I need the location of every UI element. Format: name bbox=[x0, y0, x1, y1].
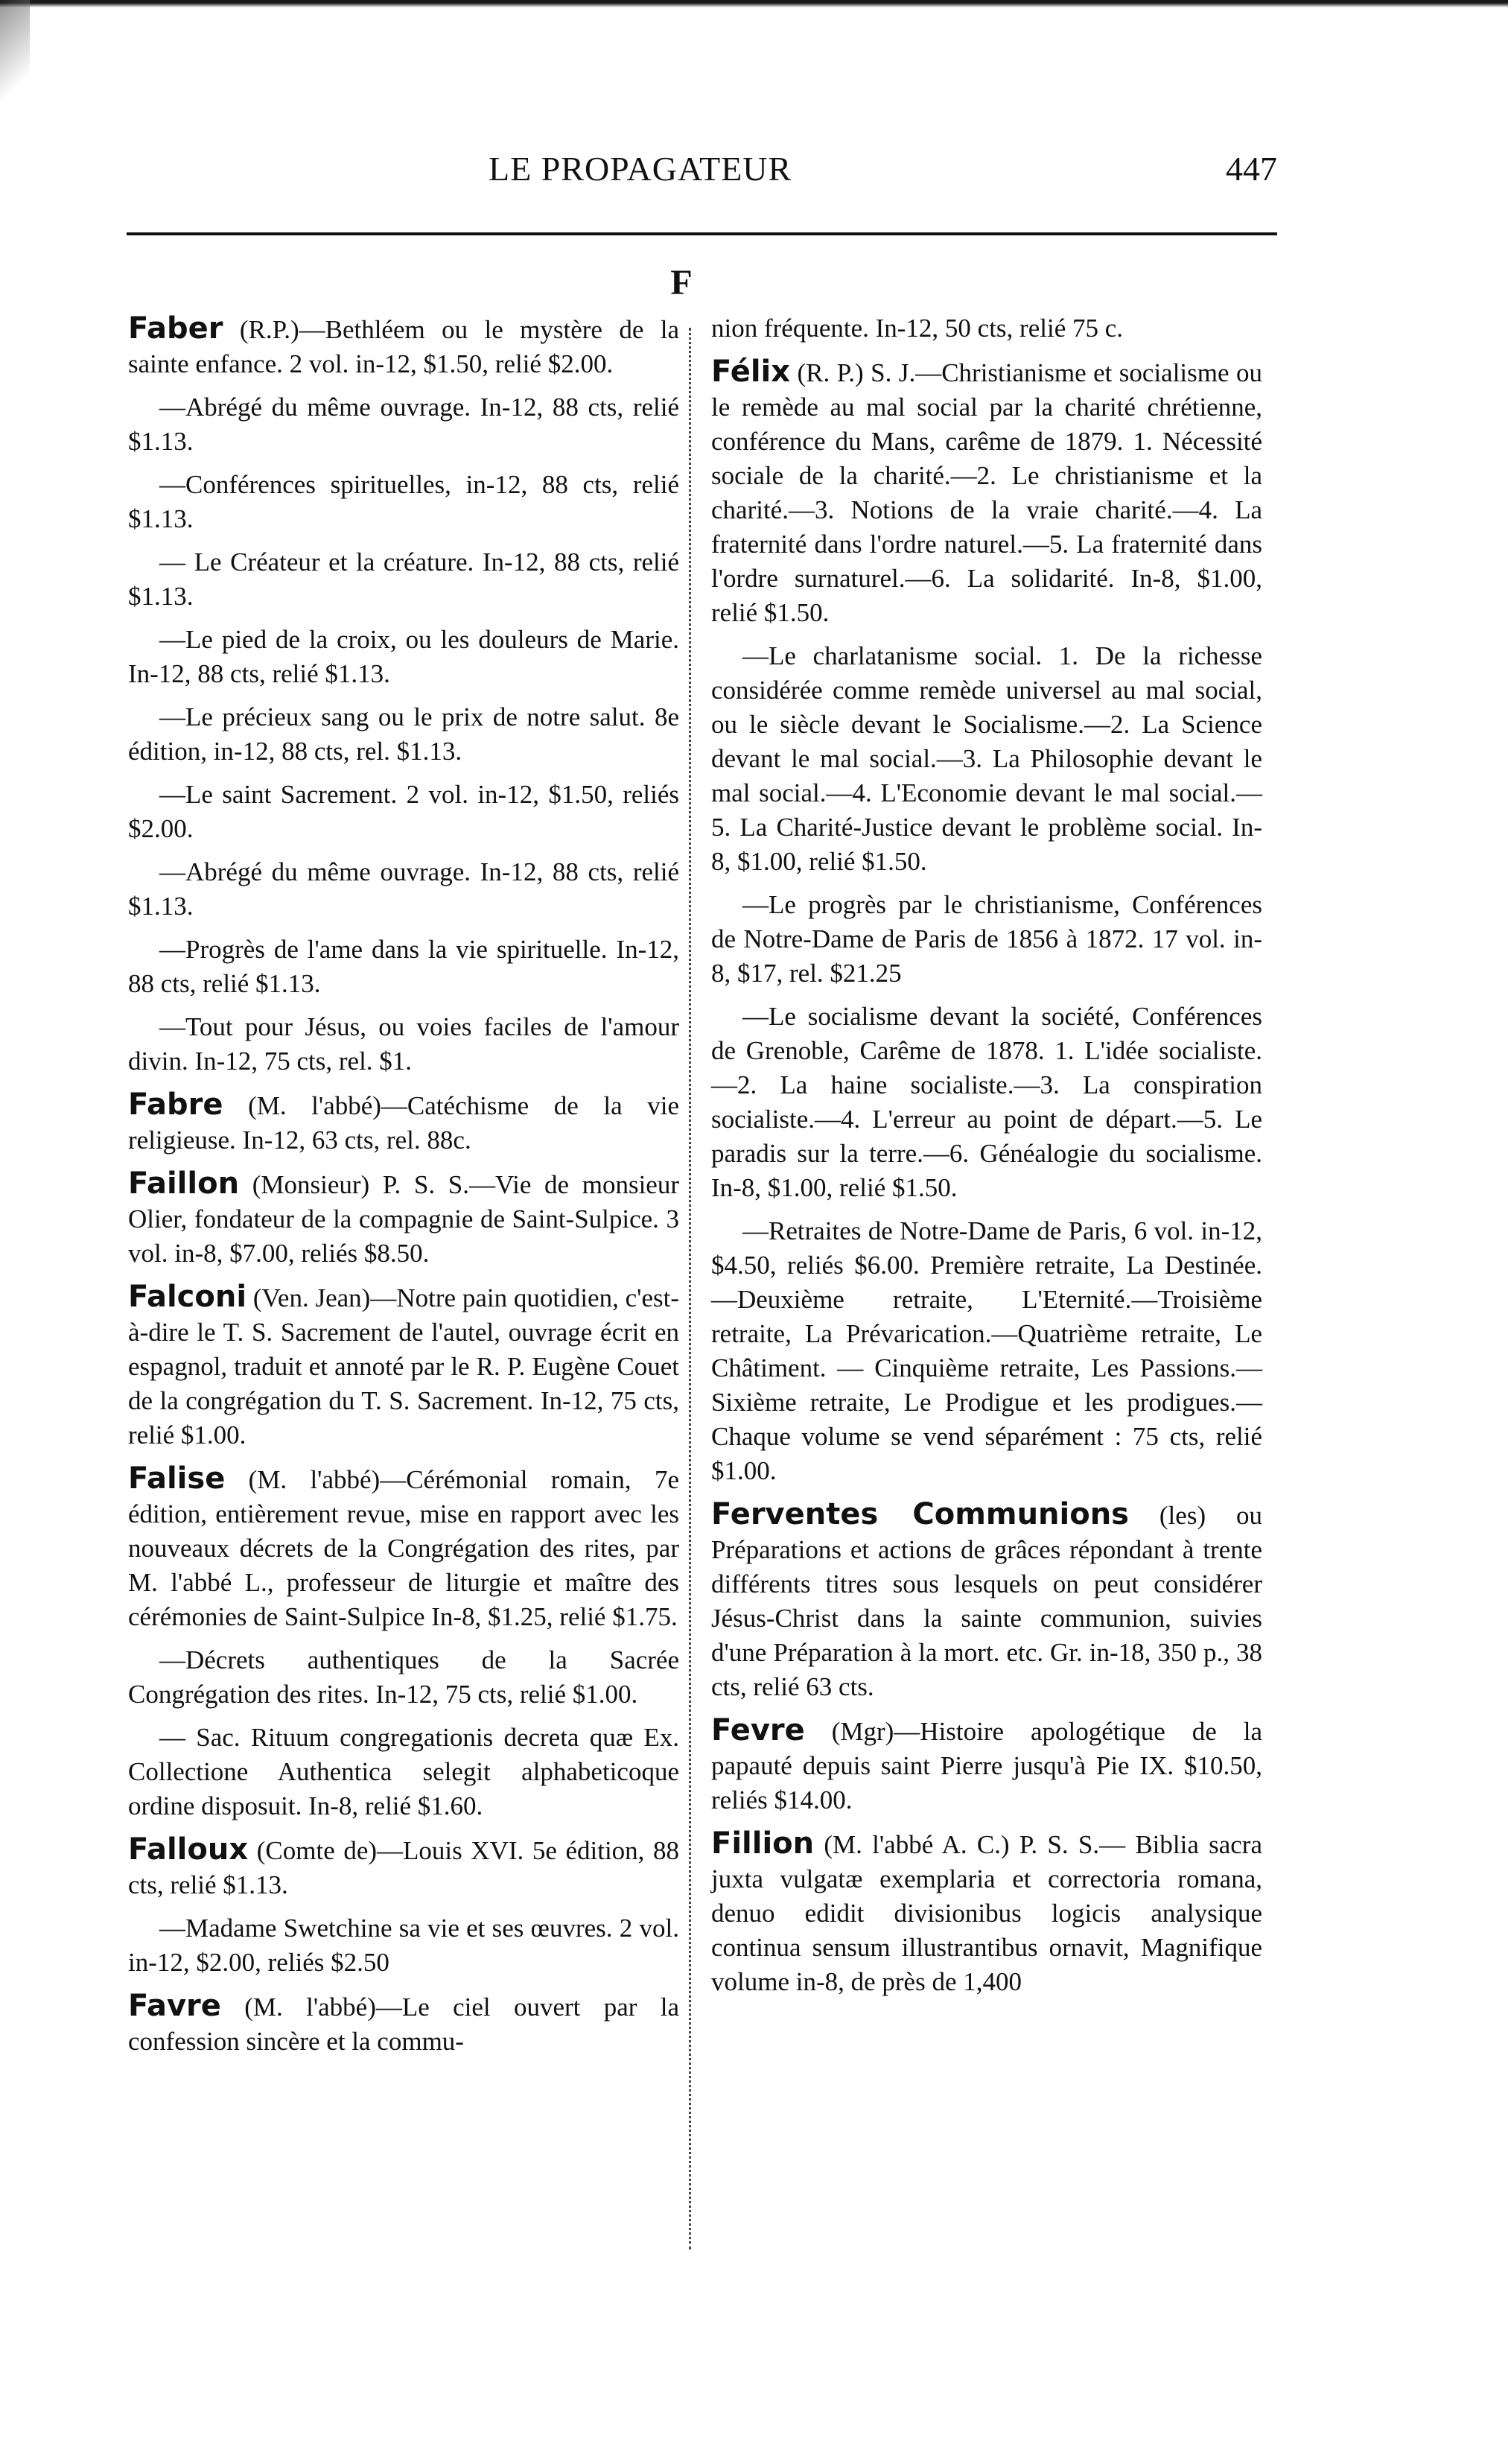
entry-text: —Abrégé du même ouvrage. In-12, 88 cts, relié $1.13. bbox=[128, 857, 679, 921]
page-header bbox=[127, 149, 1277, 201]
list-item bbox=[128, 1832, 679, 1902]
right-column bbox=[711, 311, 1262, 2008]
list-item bbox=[128, 700, 679, 769]
entry-text: — Sac. Rituum congregationis decreta quæ Ex. Collectione Authentica selegit alphabeticoque ordine disposuit. In-8, relié $1.60. bbox=[128, 1723, 679, 1820]
list-item bbox=[711, 355, 1262, 630]
list-item bbox=[711, 888, 1262, 991]
list-item bbox=[128, 1461, 679, 1634]
list-item bbox=[128, 855, 679, 924]
entry-text: nion fréquente. In-12, 50 cts, relié 75 c. bbox=[711, 314, 1124, 343]
entry-text: —Le saint Sacrement. 2 vol. in-12, $1.50, reliés $2.00. bbox=[128, 780, 679, 843]
entry-text: —Le pied de la croix, ou les douleurs de Marie. In-12, 88 cts, relié $1.13. bbox=[128, 625, 679, 688]
entry-text: (M. l'abbé)—Le ciel ouvert par la confession sincère et la commu- bbox=[128, 1993, 680, 2056]
list-item bbox=[711, 1497, 1262, 1704]
list-item bbox=[711, 311, 1262, 346]
entry-heading: Fevre bbox=[711, 1713, 805, 1747]
entry-heading: Ferventes Communions bbox=[711, 1497, 1129, 1531]
header-rule bbox=[127, 232, 1277, 235]
entry-heading: Fabre bbox=[128, 1087, 223, 1122]
list-item bbox=[128, 1643, 679, 1712]
entry-heading: Falise bbox=[128, 1461, 226, 1496]
list-item bbox=[711, 1000, 1262, 1205]
list-item bbox=[128, 390, 679, 459]
list-item bbox=[711, 1214, 1262, 1488]
entry-heading: Faillon bbox=[128, 1166, 240, 1201]
entry-text: —Madame Swetchine sa vie et ses œuvres. 2 vol. in-12, $2.00, reliés $2.50 bbox=[128, 1914, 679, 1977]
entry-text: —Le progrès par le christianisme, Conférences de Notre-Dame de Paris de 1856 à 1872. 17 vol. in-8, $17, rel. $21.25 bbox=[711, 890, 1262, 988]
list-item bbox=[711, 1713, 1262, 1817]
entry-text: —Le socialisme devant la société, Conférences de Grenoble, Carême de 1878. 1. L'idée socialiste.—2. La haine socialiste.—3. La conspiration socialiste.—4. L'erreur au point de départ.—5. Le paradis sur la terre.—6. Généalogie du socialisme. In-8, $1.00, relié $1.50. bbox=[711, 1002, 1262, 1202]
list-item bbox=[128, 1166, 679, 1271]
page-number: 447 bbox=[1226, 150, 1277, 188]
entry-text: —Le charlatanisme social. 1. De la richesse considérée comme remède universel au mal social, ou le siècle devant le Socialisme.—2. La Science devant le mal social.—3. La Philosophie devant le mal social.—4. L'Economie devant le mal social.—5. La Charité-Justice devant le problème social. In-8, $1.00, relié $1.50. bbox=[711, 641, 1262, 876]
section-letter: F bbox=[670, 263, 693, 302]
entry-text: (R. P.) S. J.—Christianisme et socialisme ou le remède au mal social par la charité chrétienne, conférence du Mans, carême de 1879. 1. Nécessité sociale de la charité.—2. Le christianisme et la charité.—3. Notions de la vraie charité.—4. La fraternité dans l'ordre naturel.—5. La fraternité dans l'ordre surnaturel.—6. La solidarité. In-8, $1.00, relié $1.50. bbox=[711, 358, 1262, 627]
entry-heading: Fillion bbox=[711, 1826, 815, 1861]
entry-text: — Le Créateur et la créature. In-12, 88 cts, relié $1.13. bbox=[128, 547, 679, 611]
list-item bbox=[128, 1989, 679, 2059]
entry-text: (Monsieur) P. S. S.—Vie de monsieur Olier, fondateur de la compagnie de Saint-Sulpice. 3 vol. in-8, $7.00, reliés $8.50. bbox=[128, 1170, 680, 1268]
entry-text: —Retraites de Notre-Dame de Paris, 6 vol. in-12, $4.50, reliés $6.00. Première retraite, La Destinée.—Deuxième retraite, L'Eternité.—Troisième retraite, La Prévarication.—Quatrième retraite, Le Châtiment. — Cinquième retraite, Les Passions.—Sixième retraite, Le Prodigue et les prodigues.— Chaque volume se vend séparément : 75 cts, relié $1.00. bbox=[711, 1216, 1262, 1485]
entry-text: —Abrégé du même ouvrage. In-12, 88 cts, relié $1.13. bbox=[128, 393, 679, 456]
list-item bbox=[128, 1280, 679, 1452]
list-item bbox=[128, 1721, 679, 1823]
page-corner-shadow bbox=[0, 0, 30, 119]
entry-text: —Tout pour Jésus, ou voies faciles de l'amour divin. In-12, 75 cts, rel. $1. bbox=[128, 1012, 679, 1076]
entry-heading: Favre bbox=[128, 1989, 221, 2023]
list-item bbox=[128, 778, 679, 846]
entry-text: (R.P.)—Bethléem ou le mystère de la sainte enfance. 2 vol. in-12, $1.50, relié $2.00. bbox=[128, 315, 679, 378]
entry-heading: Félix bbox=[711, 355, 791, 389]
entry-text: —Progrès de l'ame dans la vie spirituelle. In-12, 88 cts, relié $1.13. bbox=[128, 935, 679, 998]
list-item bbox=[128, 311, 679, 381]
column-divider bbox=[689, 328, 691, 2249]
entry-text: (M. l'abbé A. C.) P. S. S.— Biblia sacra juxta vulgatæ exemplaria et correctoria romana, denuo edidit divisionibus logicis analysique continua sensum illustrantibus ornavit, Magnifique volume in-8, de près de 1,400 bbox=[711, 1830, 1263, 1996]
running-head: LE PROPAGATEUR bbox=[489, 150, 792, 188]
list-item bbox=[128, 1010, 679, 1079]
list-item bbox=[128, 933, 679, 1001]
left-column bbox=[128, 311, 679, 2068]
entry-text: (Comte de)—Louis XVI. 5e édition, 88 cts, relié $1.13. bbox=[128, 1836, 679, 1899]
entry-heading: Faber bbox=[128, 311, 223, 346]
list-item bbox=[711, 639, 1262, 879]
entry-text: (Mgr)—Histoire apologétique de la papauté depuis saint Pierre jusqu'à Pie IX. $10.50, reliés $14.00. bbox=[711, 1717, 1262, 1814]
list-item bbox=[128, 1911, 679, 1980]
entry-text: (Ven. Jean)—Notre pain quotidien, c'est-à-dire le T. S. Sacrement de l'autel, ouvrage écrit en espagnol, traduit et annoté par le R. P. Eugène Couet de la congrégation du T. S. Sacrement. In-12, 75 cts, relié $1.00. bbox=[128, 1283, 679, 1449]
entry-text: —Le précieux sang ou le prix de notre salut. 8e édition, in-12, 88 cts, rel. $1.13. bbox=[128, 702, 679, 766]
entry-text: —Décrets authentiques de la Sacrée Congrégation des rites. In-12, 75 cts, relié $1.00. bbox=[128, 1645, 679, 1709]
entry-text: —Conférences spirituelles, in-12, 88 cts, relié $1.13. bbox=[128, 470, 679, 533]
page-edge-shadow bbox=[0, 0, 1508, 7]
entry-heading: Falloux bbox=[128, 1832, 249, 1867]
list-item bbox=[128, 1087, 679, 1158]
list-item bbox=[128, 623, 679, 691]
entry-text: (M. l'abbé)—Catéchisme de la vie religieuse. In-12, 63 cts, rel. 88c. bbox=[128, 1091, 680, 1155]
list-item bbox=[128, 545, 679, 614]
entry-heading: Falconi bbox=[128, 1280, 247, 1314]
list-item bbox=[128, 468, 679, 536]
list-item bbox=[711, 1826, 1262, 1999]
entry-text: (M. l'abbé)—Cérémonial romain, 7e édition, entièrement revue, mise en rapport avec les nouveaux décrets de la Congrégation des rites, par M. l'abbé L., professeur de liturgie et maître des cérémonies de Saint-Sulpice In-8, $1.25, relié $1.75. bbox=[128, 1465, 679, 1631]
entry-text: (les) ou Préparations et actions de grâces répondant à trente différents titres sous lesquels on peut considérer Jésus-Christ dans la sainte communion, suivies d'une Préparation à la mort. etc. Gr. in-18, 350 p., 38 cts, relié 63 cts. bbox=[711, 1501, 1262, 1701]
